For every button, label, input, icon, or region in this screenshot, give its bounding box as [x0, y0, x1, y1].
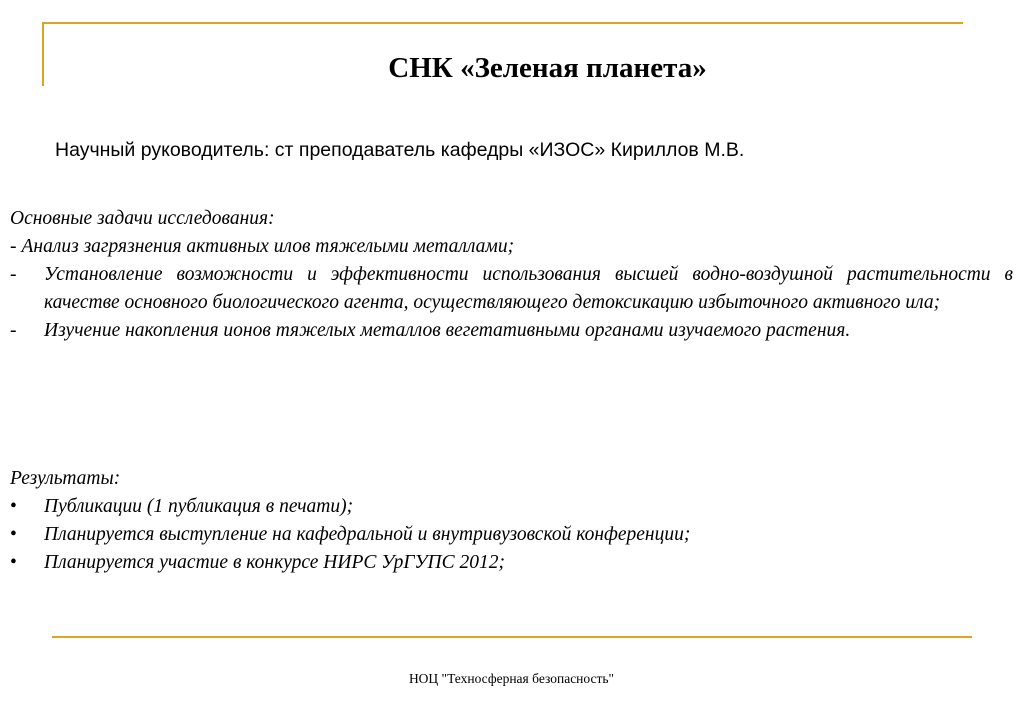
result-text: Планируется участие в конкурсе НИРС УрГУПС 2012; [44, 552, 506, 573]
result-item [10, 493, 1013, 521]
task-text: Анализ загрязнения активных илов тяжелыми металлами; [21, 236, 515, 257]
tasks-section [10, 205, 1013, 345]
dash-marker: - [10, 236, 17, 257]
task-item [10, 317, 1013, 345]
result-text: Планируется выступление на кафедральной и внутривузовской конференции; [44, 524, 691, 545]
tasks-heading: Основные задачи исследования: [10, 208, 275, 229]
task-text: Изучение накопления ионов тяжелых металлов вегетативными органами изучаемого растения. [44, 320, 851, 341]
supervisor-line: Научный руководитель: ст преподаватель кафедры «ИЗОС» Кириллов М.В. [55, 139, 745, 161]
dash-marker: - [10, 320, 17, 341]
task-item [10, 261, 1013, 317]
task-item [10, 233, 1013, 261]
bullet-marker: • [10, 496, 17, 517]
bullet-marker: • [10, 524, 17, 545]
footer-text: НОЦ "Техносферная безопасность" [408, 671, 615, 686]
bullet-marker: • [10, 552, 17, 573]
slide-title: СНК «Зеленая планета» [388, 52, 707, 84]
results-heading: Результаты: [10, 468, 121, 489]
dash-marker: - [10, 264, 17, 285]
results-section [10, 465, 1013, 577]
frame-top-line [42, 22, 963, 24]
result-item [10, 549, 1013, 577]
result-text: Публикации (1 публикация в печати); [44, 496, 354, 517]
task-text: Установление возможности и эффективности использования высшей водно-воздушной растительности в качестве основного биологического агента, осуществляющего детоксикацию избыточного активного ила; [44, 264, 1013, 313]
result-item [10, 521, 1013, 549]
frame-bottom-line [52, 636, 972, 638]
